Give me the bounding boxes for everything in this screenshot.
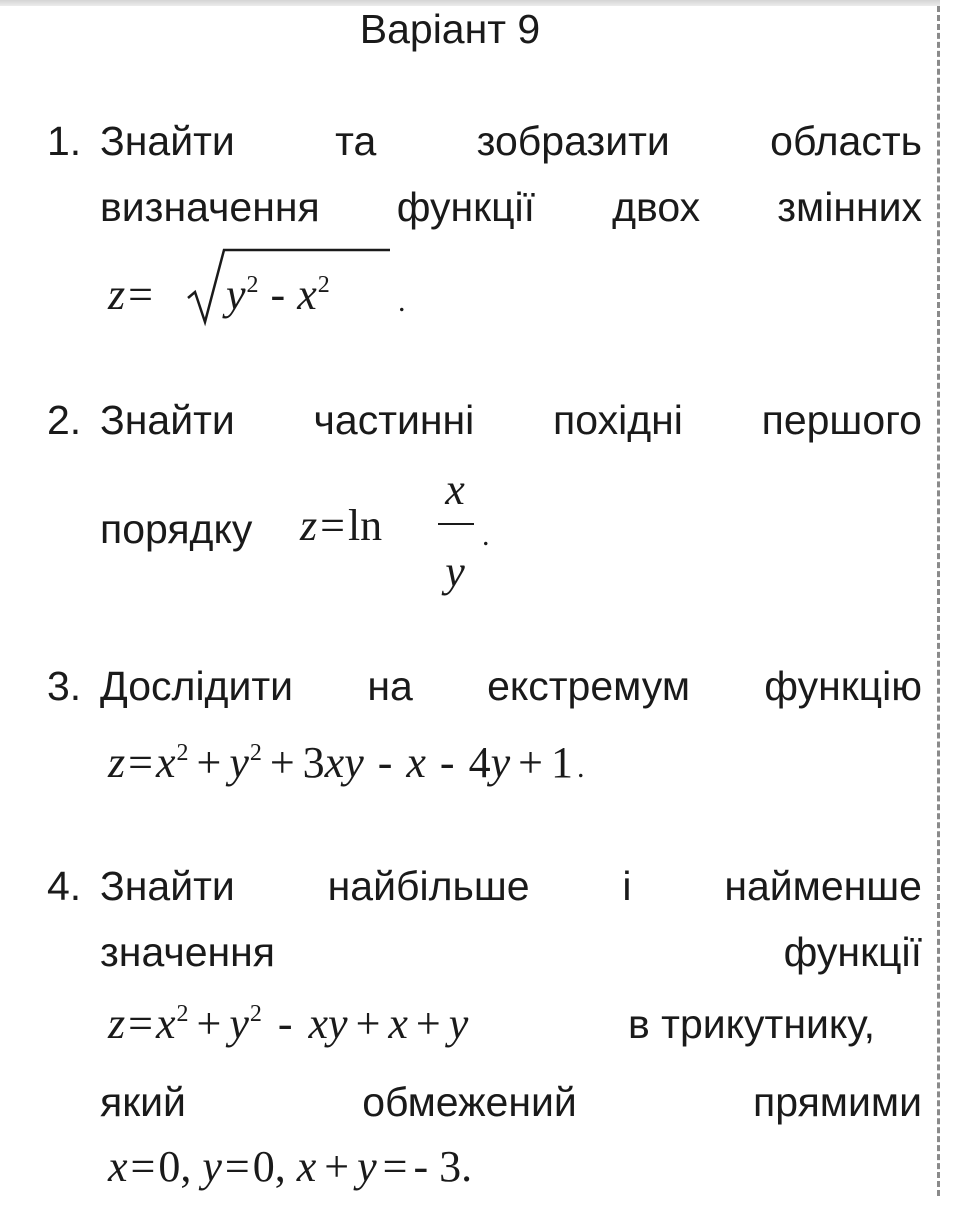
exponent: 2 [176,1001,189,1027]
fraction-denominator: y [445,547,465,596]
plus: + [355,999,381,1048]
word: Знайти [100,397,235,443]
var-x: x [155,999,176,1048]
plus: + [324,1142,350,1191]
word: функції [783,929,922,975]
word: на [367,663,413,709]
var-z: z [108,270,126,319]
exponent: 2 [249,740,262,766]
task-4-constraints [108,1142,472,1192]
ln-function: ln [347,501,383,550]
plus: + [196,738,222,787]
task-4-line-4 [100,1078,922,1126]
task-4-line-1 [100,862,922,910]
equals: = [128,999,153,1048]
exponent: 2 [246,272,259,298]
minus: - [377,738,393,787]
page-title: Варіант 9 [359,6,541,52]
task-2-number: 2. [47,397,82,443]
var-y: y [229,999,249,1048]
word: Знайти [100,863,235,909]
word: значення [100,929,275,975]
task-3-line-1 [100,662,922,710]
task-4-line-2 [100,928,922,976]
word: екстремум [487,663,691,709]
word: найбільше [327,863,530,909]
task-2-formula [300,501,382,551]
task-1-formula [108,270,156,320]
var-x: x [388,999,408,1048]
var-xy: xy [308,999,348,1048]
var-y: y [448,999,469,1048]
task-3-formula [108,738,584,795]
var-y: y [202,1142,222,1191]
var-z: z [300,501,318,550]
word: Знайти [100,118,235,164]
word: прямими [753,1079,922,1125]
var-x: x [108,1142,128,1191]
exponent: 2 [317,272,330,298]
word: Дослідити [100,663,294,709]
task-2-period [478,506,490,561]
var-x: x [297,270,317,319]
constant: 1 [550,738,573,787]
word: зобразити [476,118,670,164]
word: область [770,118,922,164]
task-1-number: 1. [47,118,82,164]
minus: - [270,270,286,319]
task-4-formula-tail: в трикутнику, [628,1001,876,1047]
word: частинні [313,397,475,443]
exponent: 2 [249,1001,262,1027]
value: 0, [252,1142,286,1191]
var-xy: xy [324,738,364,787]
fraction-numerator: x [445,465,465,514]
constant: 3 [302,738,325,787]
task-4-number: 4. [47,863,82,909]
task-3-number: 3. [47,663,82,709]
var-x: x [296,1142,317,1191]
period: . [398,285,406,318]
task-1-line-2 [100,183,922,231]
var-y: y [357,1142,377,1191]
var-x: x [155,738,176,787]
word: першого [761,397,922,443]
equals: = [224,1142,250,1191]
equals: = [382,1142,408,1191]
task-1-line-1 [100,117,922,165]
var-y: y [490,738,511,787]
word: найменше [724,863,922,909]
equals: = [128,738,153,787]
task-4-formula [108,999,468,1056]
right-dashed-border [937,6,940,1196]
word: похідні [553,397,683,443]
fraction-bar [438,523,474,525]
task-1-radicand [226,270,330,327]
plus: + [518,738,543,787]
var-z: z [108,999,126,1048]
period: . [482,519,490,552]
task-2-line-2-text: порядку [100,506,253,552]
var-y: y [226,270,246,319]
equals: = [128,270,153,319]
word: функції [396,184,536,230]
plus: + [196,999,222,1048]
minus: - [277,999,293,1048]
exponent: 2 [176,740,189,766]
plus: + [415,999,441,1048]
word: функцію [764,663,922,709]
var-y: y [229,738,249,787]
value: - 3 [413,1142,462,1191]
word: змінних [777,184,922,230]
equals: = [320,501,345,550]
value: 0, [158,1142,192,1191]
plus: + [269,738,295,787]
var-x: x [406,738,426,787]
word: обмежений [362,1079,577,1125]
word: визначення [100,184,320,230]
task-1-period [394,272,406,327]
period: . [461,1142,473,1191]
period: . [576,751,585,784]
constant: 4 [468,738,491,787]
word: і [622,863,632,909]
word: який [100,1079,186,1125]
equals: = [130,1142,156,1191]
minus: - [439,738,455,787]
var-z: z [108,738,126,787]
word: двох [612,184,701,230]
task-2-line-1 [100,396,922,444]
word: та [335,118,377,164]
